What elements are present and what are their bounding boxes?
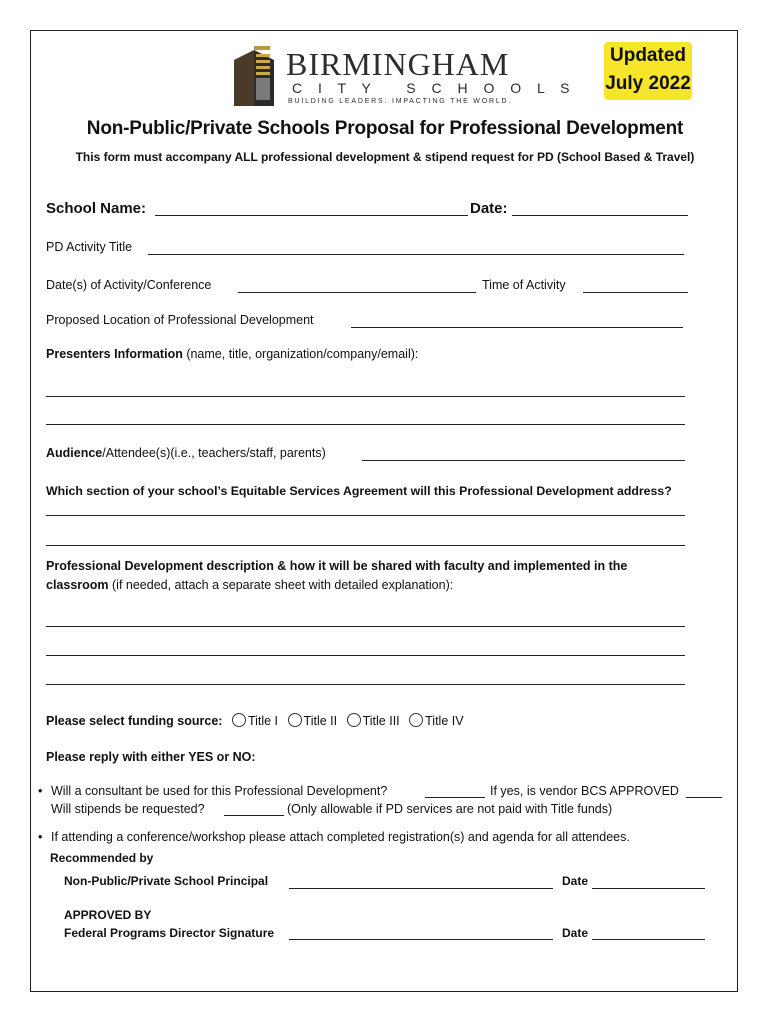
- updated-badge: [604, 42, 692, 100]
- vendor-approved-question: If yes, is vendor BCS APPROVED: [490, 784, 679, 798]
- radio-icon[interactable]: [347, 713, 361, 727]
- presenters-line-1[interactable]: [46, 396, 685, 397]
- stipends-answer-field[interactable]: [224, 815, 284, 816]
- radio-icon[interactable]: [232, 713, 246, 727]
- time-of-activity-label: Time of Activity: [482, 278, 566, 292]
- recommended-by-label: Recommended by: [50, 851, 154, 865]
- bullet-dot-icon: •: [38, 784, 43, 798]
- description-line-2[interactable]: [46, 655, 685, 656]
- director-signature-field[interactable]: [289, 939, 553, 940]
- radio-icon[interactable]: [409, 713, 423, 727]
- director-date-field[interactable]: [592, 939, 705, 940]
- principal-date-field[interactable]: [592, 888, 705, 889]
- radio-icon[interactable]: [288, 713, 302, 727]
- description-label-rest: (if needed, attach a separate sheet with detailed explanation):: [108, 578, 454, 592]
- presenters-line-2[interactable]: [46, 424, 685, 425]
- logo-name: BIRMINGHAM: [286, 46, 510, 82]
- form-subtitle: This form must accompany ALL professional development & stipend request for PD (School Based & Travel): [75, 150, 695, 164]
- director-date-label: Date: [562, 926, 589, 940]
- equitable-line-2[interactable]: [46, 545, 685, 546]
- stipends-question: Will stipends be requested?: [51, 802, 205, 816]
- audience-label-bold: Audience: [46, 446, 103, 460]
- logo-tagline: BUILDING LEADERS. IMPACTING THE WORLD.: [288, 98, 513, 105]
- stipends-note: (Only allowable if PD services are not paid with Title funds): [287, 802, 613, 816]
- pd-activity-title-field[interactable]: [148, 254, 684, 255]
- funding-source-label: Please select funding source:: [46, 714, 223, 728]
- funding-option-title-1[interactable]: Title I: [226, 714, 278, 728]
- conference-instruction: If attending a conference/workshop please attach completed registration(s) and agenda for all attendees.: [51, 830, 630, 844]
- funding-option-title-4[interactable]: Title IV: [403, 714, 463, 728]
- presenters-label-bold: Presenters Information: [46, 347, 183, 361]
- proposed-location-label: Proposed Location of Professional Development: [46, 313, 314, 327]
- audience-field[interactable]: [362, 460, 685, 461]
- school-name-field[interactable]: [155, 215, 468, 216]
- director-label: Federal Programs Director Signature: [64, 926, 275, 940]
- dates-of-activity-label: Date(s) of Activity/Conference: [46, 278, 212, 292]
- equitable-line-1[interactable]: [46, 515, 685, 516]
- description-line-3[interactable]: [46, 684, 685, 685]
- badge-line-1: Updated: [610, 45, 686, 66]
- principal-date-label: Date: [562, 874, 589, 888]
- principal-signature-field[interactable]: [289, 888, 553, 889]
- principal-label: Non-Public/Private School Principal: [64, 874, 269, 888]
- dates-of-activity-field[interactable]: [238, 292, 476, 293]
- pd-activity-title-label: PD Activity Title: [46, 240, 133, 254]
- birmingham-city-schools-logo: [232, 42, 576, 112]
- presenters-label-rest: (name, title, organization/company/email):: [182, 347, 419, 361]
- description-label-line-2: [46, 578, 453, 592]
- consultant-question: Will a consultant be used for this Professional Development?: [51, 784, 388, 798]
- bullet-dot-icon: •: [38, 830, 43, 844]
- badge-line-2: July 2022: [605, 73, 691, 94]
- approved-by-label: APPROVED BY: [64, 908, 152, 922]
- funding-option-title-2[interactable]: Title II: [282, 714, 338, 728]
- presenters-label: [46, 347, 418, 361]
- audience-label-rest: /Attendee(s)(i.e., teachers/staff, parents): [102, 446, 326, 460]
- description-label-line-1: Professional Development description & how it will be shared with faculty and implemented in the: [46, 559, 628, 573]
- time-of-activity-field[interactable]: [583, 292, 688, 293]
- logo-sub: C I T Y S C H O O L S: [292, 80, 576, 96]
- funding-source-row: [46, 713, 464, 728]
- description-line-1[interactable]: [46, 626, 685, 627]
- proposed-location-field[interactable]: [351, 327, 683, 328]
- audience-label: [46, 446, 326, 460]
- date-field[interactable]: [512, 215, 688, 216]
- funding-option-title-3[interactable]: Title III: [341, 714, 400, 728]
- form-title: Non-Public/Private Schools Proposal for Professional Development: [86, 118, 684, 139]
- date-label: Date:: [470, 200, 508, 217]
- form-border: [30, 30, 738, 992]
- equitable-services-question: Which section of your school’s Equitable Services Agreement will this Professional Development address?: [46, 484, 672, 498]
- description-label-bold: classroom: [46, 578, 109, 592]
- vendor-approved-field[interactable]: [686, 797, 722, 798]
- school-name-label: School Name:: [46, 200, 147, 217]
- reply-label: Please reply with either YES or NO:: [46, 750, 256, 764]
- consultant-answer-field[interactable]: [425, 797, 485, 798]
